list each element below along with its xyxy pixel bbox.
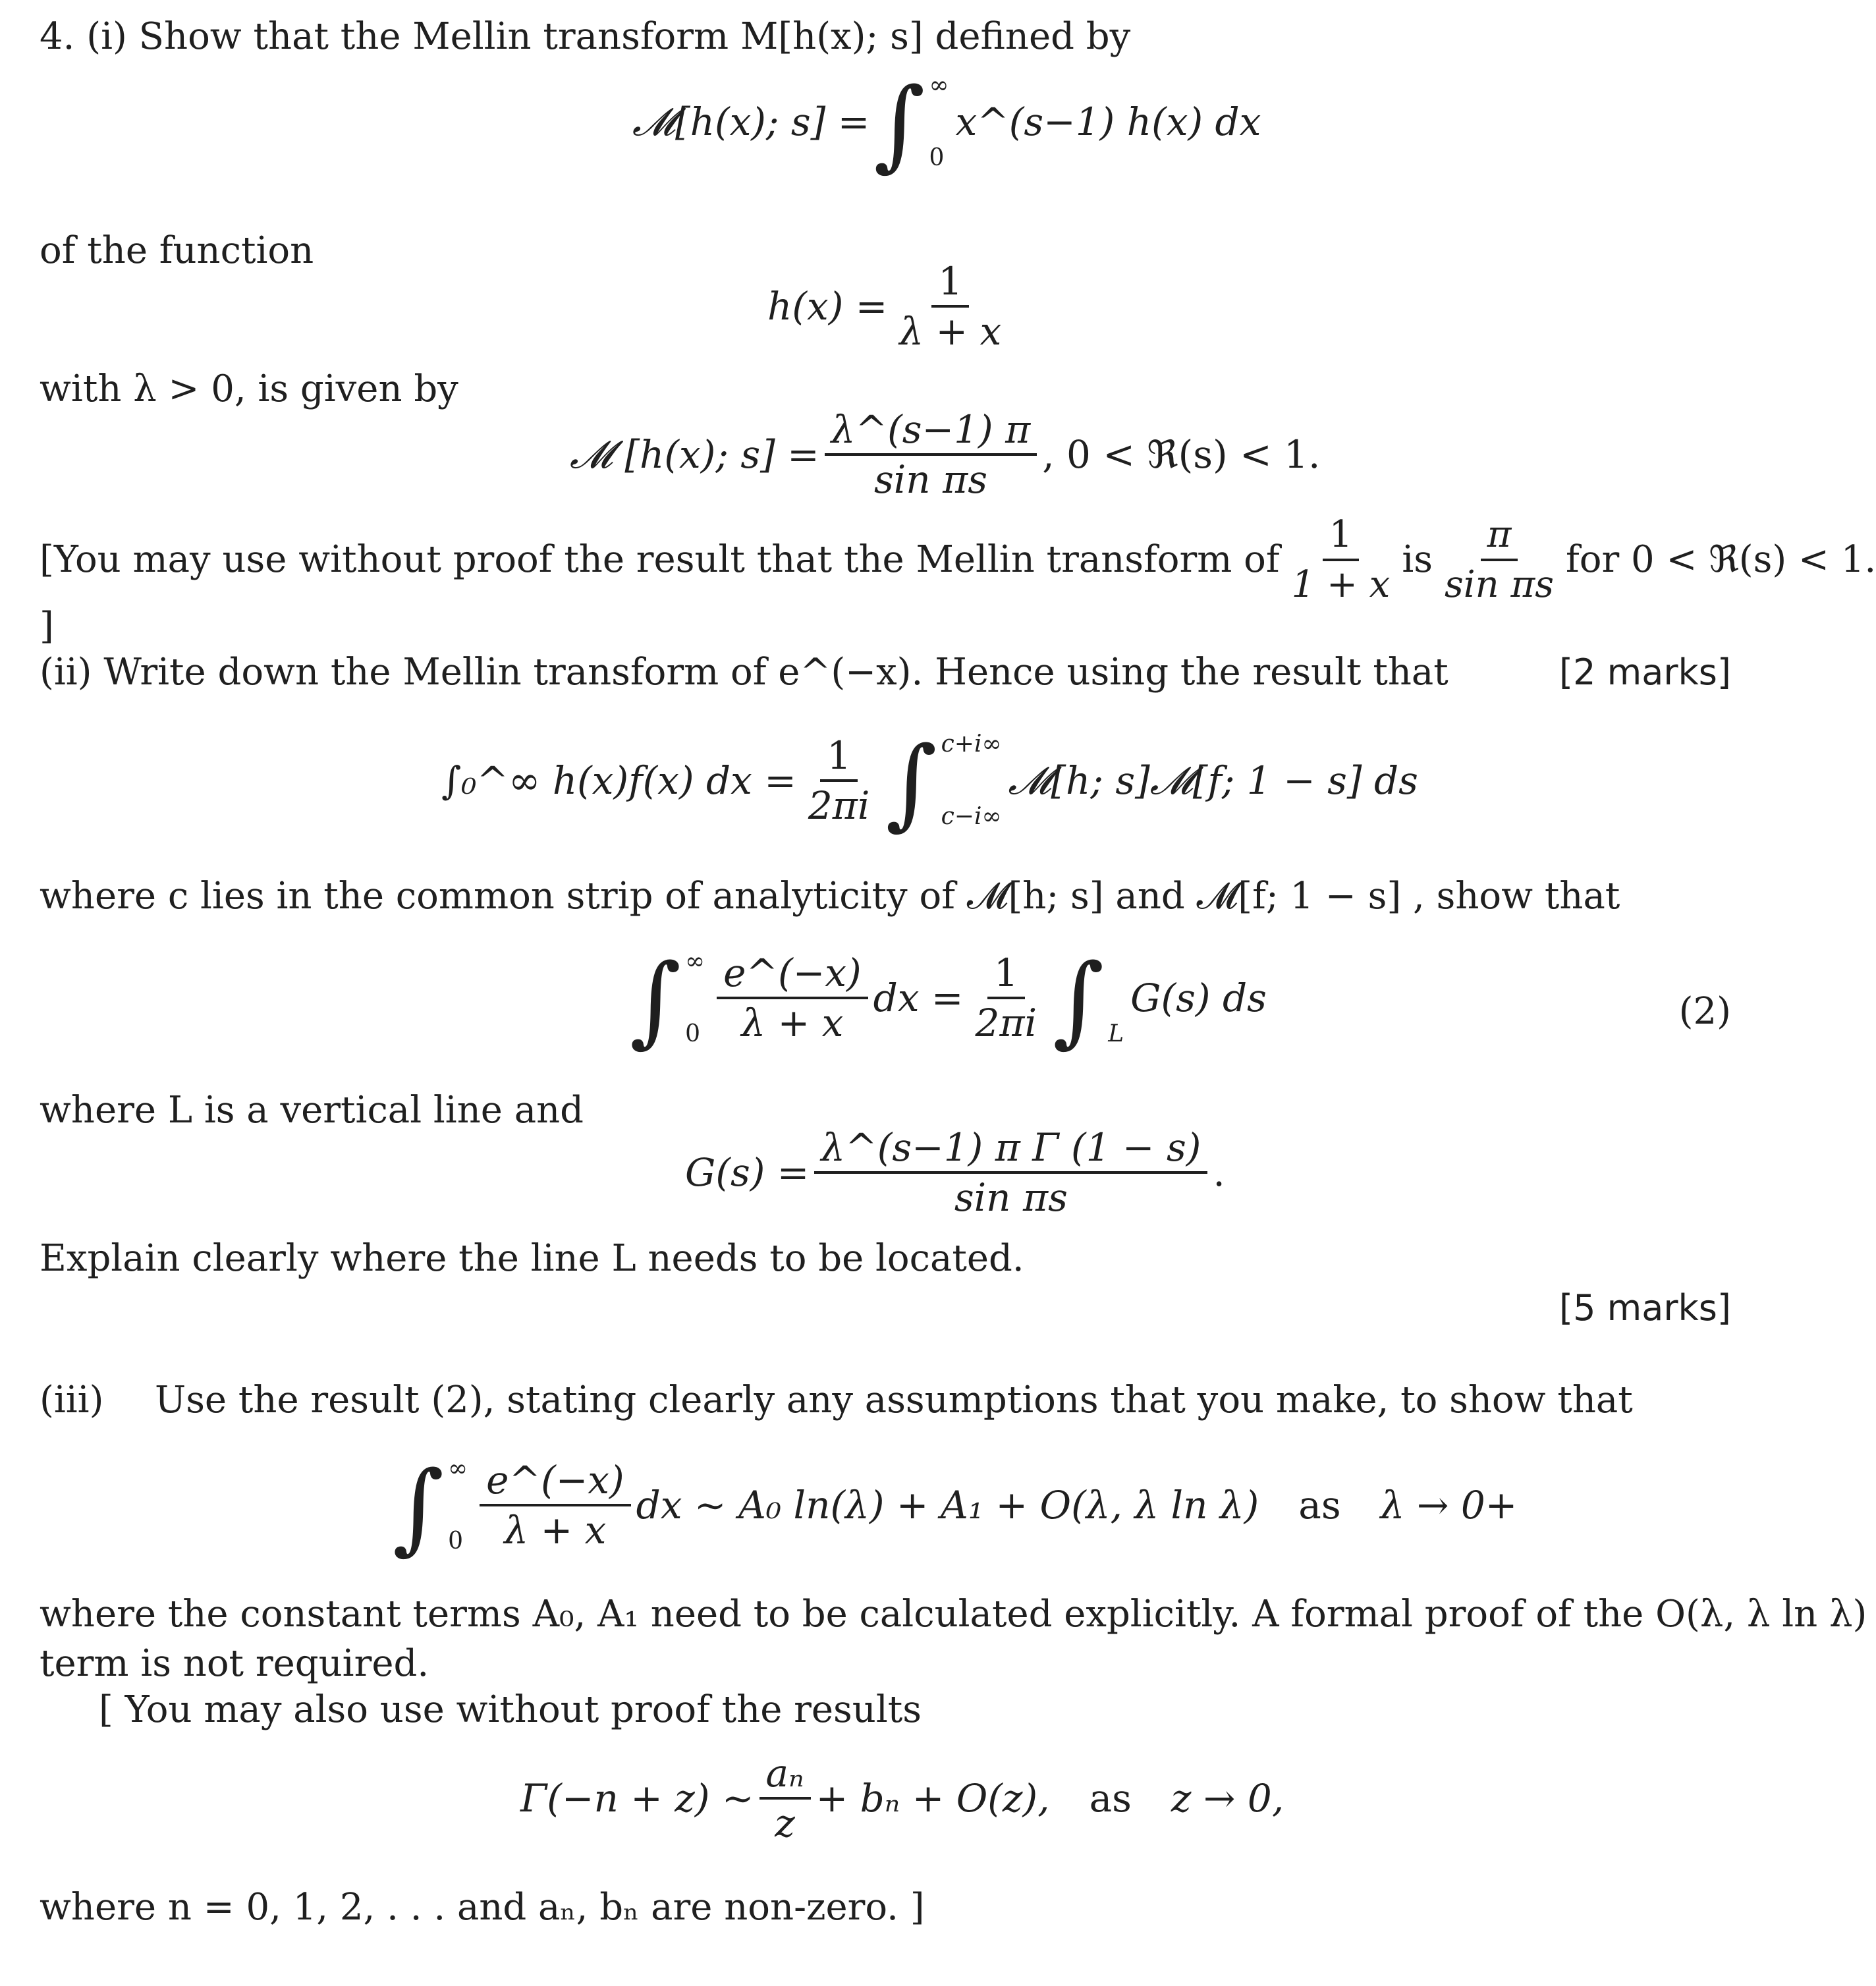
G-definition-equation — [685, 1126, 1225, 1219]
parseval-lhs: ∫₀^∞ h(x)f(x) dx = — [441, 758, 796, 803]
gamma-rhs: + bₙ + O(z), — [815, 1776, 1050, 1821]
h-lhs: h(x) = — [767, 284, 888, 329]
eq2-rhs-den: 2πi — [975, 1001, 1037, 1045]
integral-sign-icon: ∫ — [1053, 943, 1105, 1058]
eq2-integral-limits — [685, 949, 705, 1047]
h-function-equation — [767, 260, 1013, 352]
integral-sign-icon: ∫ — [873, 67, 925, 182]
mellin-definition-equation — [632, 67, 1261, 182]
part-ii-marks: [2 marks] — [1559, 651, 1731, 693]
hint-fraction-2-num: π — [1481, 514, 1518, 561]
h-fraction — [893, 260, 1008, 352]
eq2-rhs-integrand: G(s) ds — [1130, 976, 1267, 1020]
where-c-text: where c lies in the common strip of analyticity of 𝓜[h; s] and 𝓜[f; 1 − s] , show that — [40, 875, 1620, 918]
parseval-integral-limits — [941, 731, 1002, 830]
asymptotic-equation — [389, 1450, 1518, 1565]
hint-fraction-1-den: 1 + x — [1291, 563, 1391, 606]
asym-as: as — [1298, 1483, 1341, 1528]
hint-text-a: [You may use without proof the result that the Mellin transform of — [40, 538, 1280, 581]
hint-is: is — [1402, 538, 1433, 581]
G-period: . — [1213, 1150, 1225, 1195]
h-numerator: 1 — [931, 260, 969, 308]
eq2-rhs-num: 1 — [987, 952, 1025, 999]
integral-lower-limit: 0 — [929, 144, 945, 171]
G-lhs: G(s) = — [685, 1150, 810, 1195]
equation-number-2: (2) — [1678, 990, 1731, 1033]
mellin-result-equation — [570, 408, 1320, 501]
eq2-den: λ + x — [741, 1001, 844, 1045]
result-condition: , 0 < ℜ(s) < 1. — [1042, 432, 1321, 477]
hint-close-bracket: ] — [40, 605, 54, 648]
hint-note-line — [40, 514, 1876, 606]
asym-upper-limit: ∞ — [448, 1455, 468, 1482]
asym-fraction — [480, 1459, 631, 1551]
result-lhs: 𝓜 [h(x); s] = — [570, 432, 819, 477]
eq2-upper-limit: ∞ — [685, 948, 705, 975]
parseval-integrand: 𝓜[h; s]𝓜[f; 1 − s] ds — [1008, 758, 1418, 803]
gamma-num: aₙ — [759, 1752, 811, 1800]
asym-den: λ + x — [504, 1508, 607, 1553]
eq2-rhs-limits — [1108, 949, 1124, 1047]
parseval-fraction — [802, 734, 877, 827]
asym-rhs: dx ∼ A₀ ln(λ) + A₁ + O(λ, λ ln λ) — [636, 1483, 1259, 1528]
parseval-upper-limit: c+i∞ — [941, 731, 1002, 758]
integral-sign-icon: ∫ — [885, 726, 937, 841]
eq2-dx: dx = — [873, 976, 964, 1020]
explain-text: Explain clearly where the line L needs to be located. — [40, 1237, 1024, 1280]
eq2-lower-limit: 0 — [685, 1020, 701, 1047]
gamma-asymptotic-equation — [520, 1752, 1284, 1844]
integral-sign-icon: ∫ — [630, 943, 682, 1058]
result-fraction — [825, 408, 1037, 501]
gamma-fraction — [759, 1752, 811, 1844]
where-L-text: where L is a vertical line and — [40, 1089, 584, 1132]
part-ii-header: (ii) Write down the Mellin transform of e^(−x). Hence using the result that — [40, 651, 1448, 694]
part-iii-header: Use the result (2), stating clearly any assumptions that you make, to show that — [155, 1379, 1633, 1421]
result-numerator: λ^(s−1) π — [825, 408, 1037, 456]
G-numerator: λ^(s−1) π Γ (1 − s) — [814, 1126, 1207, 1174]
parseval-equation — [441, 726, 1418, 841]
term-not-required-text: term is not required. — [40, 1642, 429, 1685]
integral-upper-limit: ∞ — [929, 72, 949, 99]
hint-fraction-1-num: 1 — [1323, 514, 1360, 561]
hint-fraction-2-den: sin πs — [1444, 563, 1555, 606]
eq2-num: e^(−x) — [717, 952, 868, 999]
may-also-use-text: [ You may also use without proof the results — [99, 1688, 922, 1731]
h-denominator: λ + x — [899, 309, 1002, 354]
part-ii-marks-5: [5 marks] — [1559, 1287, 1731, 1329]
eq2-integrand-fraction — [717, 952, 868, 1044]
of-the-function-text: of the function — [40, 229, 314, 272]
gamma-den: z — [775, 1801, 795, 1846]
where-constants-text: where the constant terms A₀, A₁ need to be calculated explicitly. A formal proof of the O(λ, λ ln λ) — [40, 1593, 1867, 1636]
hint-fraction-1 — [1285, 514, 1397, 606]
mellin-def-lhs: 𝓜[h(x); s] = — [632, 99, 870, 144]
gamma-limit: z → 0, — [1171, 1776, 1284, 1821]
result-denominator: sin πs — [873, 457, 987, 502]
asym-num: e^(−x) — [480, 1459, 631, 1506]
eq2-contour-L: L — [1108, 1020, 1124, 1047]
asym-lower-limit: 0 — [448, 1528, 464, 1555]
integral-limits — [929, 72, 949, 171]
mellin-def-integrand: x^(s−1) h(x) dx — [955, 99, 1261, 144]
equation-2 — [626, 943, 1267, 1058]
with-lambda-text: with λ > 0, is given by — [40, 368, 458, 410]
hint-fraction-2 — [1438, 514, 1560, 606]
G-denominator: sin πs — [954, 1175, 1068, 1220]
final-where-n-text: where n = 0, 1, 2, . . . and aₙ, bₙ are non-zero. ] — [40, 1886, 925, 1929]
part-iii-label: (iii) — [40, 1379, 104, 1421]
asym-limit: λ → 0+ — [1380, 1483, 1518, 1528]
eq2-rhs-fraction — [969, 952, 1044, 1044]
parseval-lower-limit: c−i∞ — [941, 803, 1002, 830]
asym-integral-limits — [448, 1456, 468, 1555]
parseval-fraction-num: 1 — [820, 734, 858, 782]
integral-sign-icon: ∫ — [393, 1450, 445, 1565]
hint-text-b: for 0 < ℜ(s) < 1. — [1566, 538, 1876, 581]
gamma-lhs: Γ(−n + z) ∼ — [520, 1776, 754, 1821]
G-fraction — [814, 1126, 1207, 1219]
parseval-fraction-den: 2πi — [808, 783, 870, 828]
gamma-as: as — [1089, 1776, 1132, 1821]
part-i-header: 4. (i) Show that the Mellin transform M[h(x); s] defined by — [40, 15, 1131, 58]
